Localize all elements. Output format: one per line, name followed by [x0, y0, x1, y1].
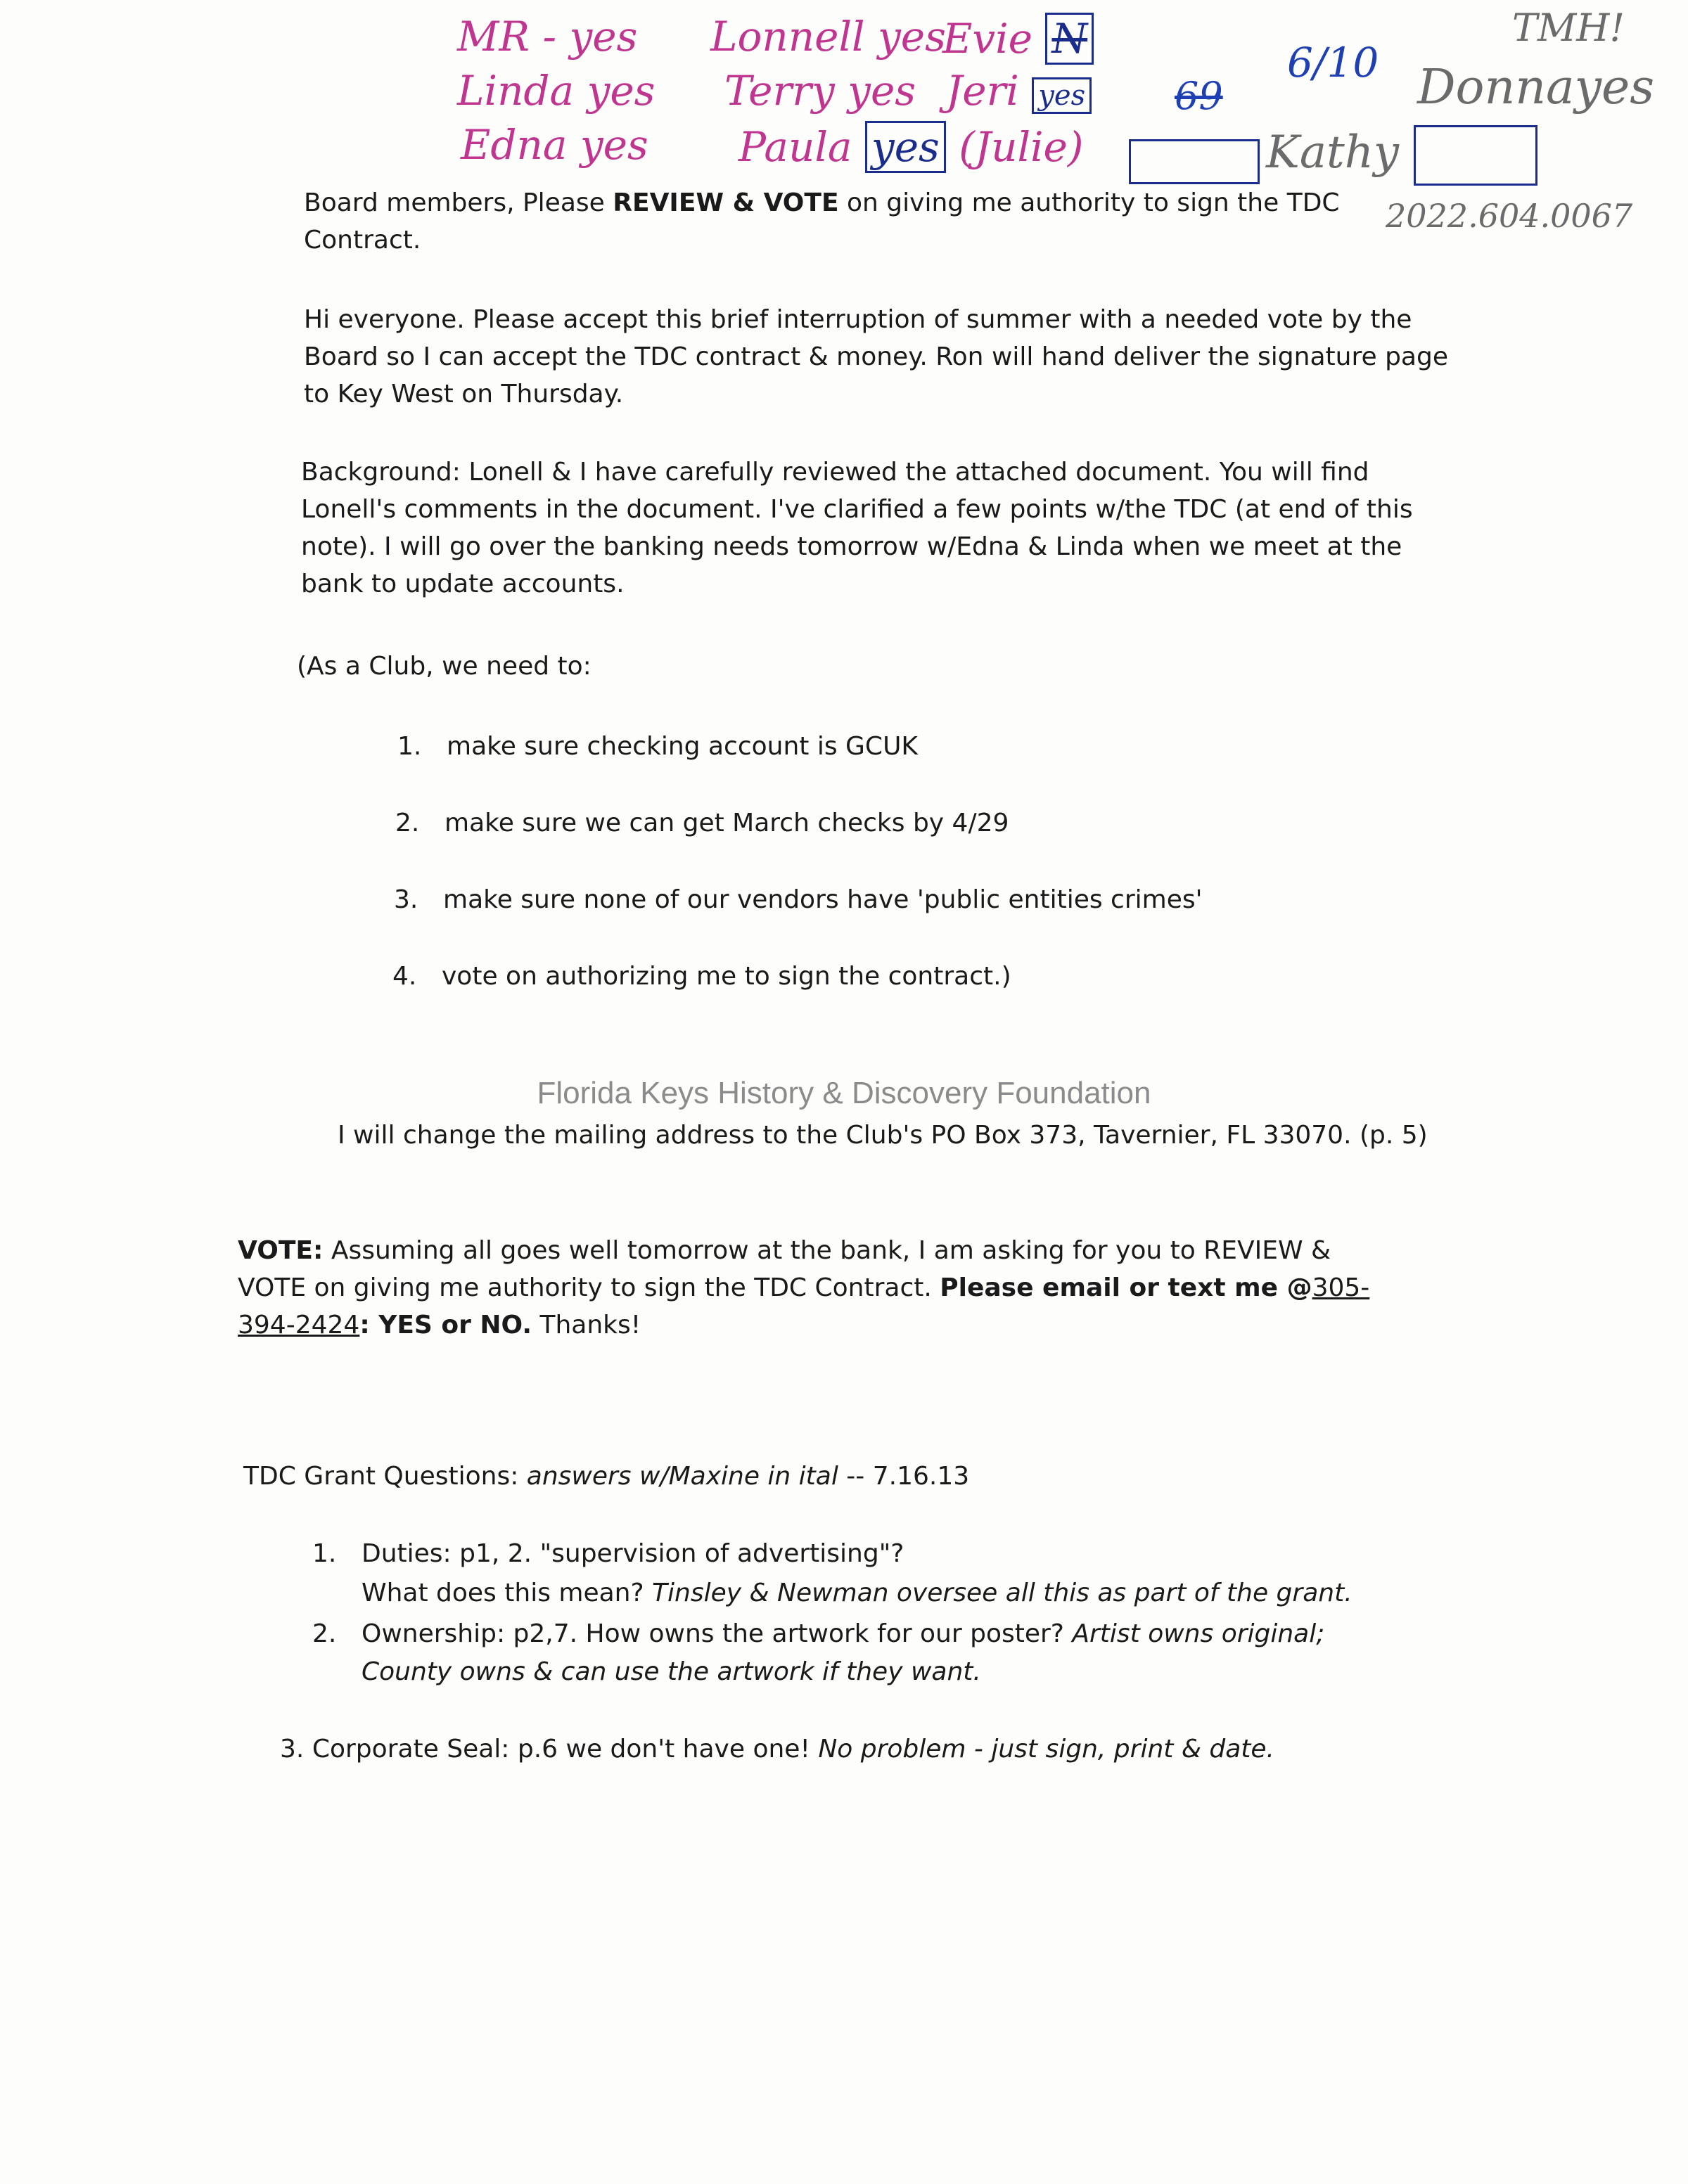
kathy-vote-box: [1414, 125, 1537, 186]
intro-paragraph: Hi everyone. Please accept this brief interruption of summer with a needed vote by the Board so I can accept the TDC contract & money. Ron will hand deliver the signature page to Key West on Thursday.: [304, 305, 1448, 409]
mailing-note: I will change the mailing address to the Club's PO Box 373, Tavernier, FL 33070. (p. 5): [338, 1121, 1428, 1150]
question-2-answer: County owns & can use the artwork if they want.: [362, 1657, 981, 1686]
tally-paula: Paula yes (Julie): [738, 121, 1084, 173]
tally-edna: Edna yes: [461, 121, 648, 169]
question-1-answer: What does this mean? Tinsley & Newman oversee all this as part of the grant.: [362, 1579, 1353, 1607]
club-task-4: 4. vote on authorizing me to sign the contract.): [392, 962, 1011, 991]
tally-lonnell: Lonnell yes: [710, 13, 946, 60]
background-paragraph: Background: Lonell & I have carefully reviewed the attached document. You will find Lonell's comments in the document. I've clarified a few points w/the TDC (at end of this note). I will go over the banking needs tomorrow w/Edna & Linda when we meet at the bank to update accounts.: [301, 458, 1413, 598]
question-1: 1. Duties: p1, 2. "supervision of advertising"?: [312, 1539, 904, 1568]
date-mark: 6/10: [1287, 39, 1379, 86]
tally-linda: Linda yes: [457, 67, 656, 115]
questions-heading: TDC Grant Questions: answers w/Maxine in ital -- 7.16.13: [243, 1462, 970, 1491]
club-task-2: 2. make sure we can get March checks by 4/29: [395, 809, 1009, 837]
club-intro: (As a Club, we need to:: [297, 652, 592, 681]
julie-vote-box: [1129, 139, 1260, 184]
club-task-3: 3. make sure none of our vendors have 'public entities crimes': [394, 885, 1203, 914]
tally-terry: Terry yes: [724, 67, 916, 115]
heading-request: Board members, Please REVIEW & VOTE on giving me authority to sign the TDC Contract.: [304, 188, 1340, 255]
initials: TMH!: [1512, 6, 1625, 50]
tally-kathy: Kathy: [1266, 127, 1400, 179]
question-3: 3. Corporate Seal: p.6 we don't have one! No problem - just sign, print & date.: [280, 1735, 1274, 1764]
foundation-watermark: Florida Keys History & Discovery Foundation: [537, 1076, 1151, 1110]
vote-paragraph: VOTE: Assuming all goes well tomorrow at the bank, I am asking for you to REVIEW & VOTE on giving me authority to sign the TDC Contract. Please email or text me @305-394-2424: YES or NO. Thanks!: [238, 1236, 1370, 1340]
tally-evie: Evie N: [942, 13, 1094, 65]
crossed-out-number: 69: [1175, 74, 1223, 118]
club-task-1: 1. make sure checking account is GCUK: [397, 732, 919, 761]
tally-mr: MR - yes: [457, 13, 638, 60]
accession-number: 2022.604.0067: [1386, 197, 1633, 235]
phone-number: 305-394-2424: [238, 1273, 1370, 1340]
tally-donna: Donnayes: [1417, 60, 1655, 115]
tally-jeri: Jeri yes: [946, 67, 1092, 115]
question-2: 2. Ownership: p2,7. How owns the artwork for our poster? Artist owns original;: [312, 1619, 1325, 1648]
